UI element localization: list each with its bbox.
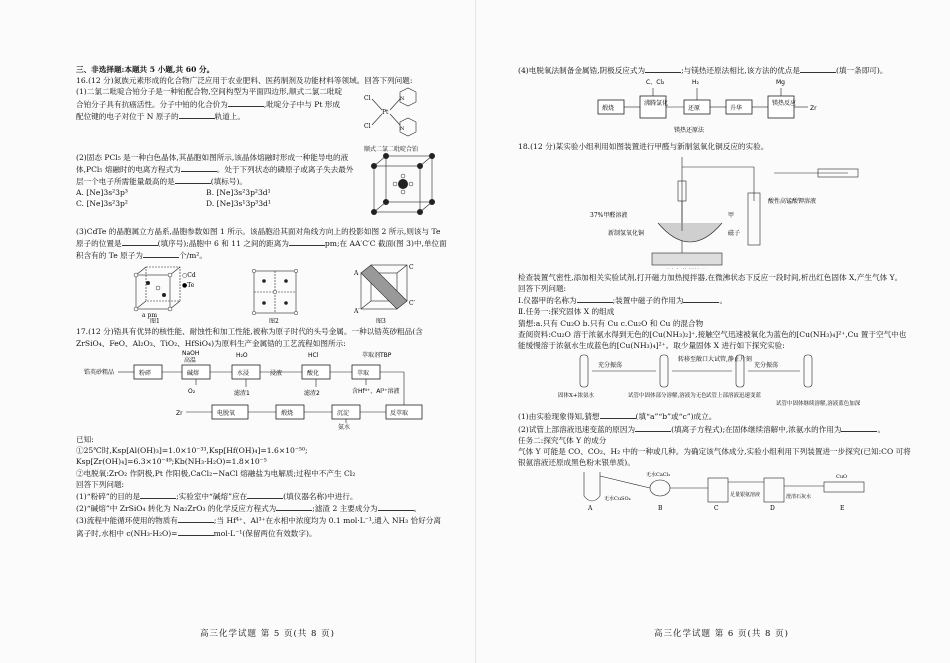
answer-blank	[577, 294, 613, 303]
q18-i: Ⅰ.仪器甲的名称为	[518, 296, 577, 306]
leachate: 浸液	[270, 369, 283, 377]
answer-blank	[178, 527, 214, 536]
option-b: B. [Ne]3s²3p²3d¹	[206, 188, 271, 198]
q18-apparatus	[518, 153, 912, 269]
legend-te: ●Te	[182, 282, 195, 290]
answer-blank	[175, 175, 211, 184]
q16-p3: (3)CdTe 的晶胞属立方晶系,晶胞参数如图 1 所示。该晶胞沿其面对角线方向上的投影如图 2 所示,则该与 Te 原子的位置是	[76, 226, 441, 248]
flow-grind: 粉碎	[139, 369, 152, 377]
q16-intro: 16.(12 分)氮族元素形成的化合物广泛应用于农业肥料、医药制剂及功能材料等领域。回答下列问题:	[76, 76, 413, 86]
svg-text:C: C	[409, 264, 414, 272]
q18-ii: Ⅱ.任务一:探究固体 X 的组成	[518, 307, 615, 317]
q16-part1	[76, 86, 448, 154]
answer-blank	[140, 490, 176, 499]
q18-intro: 18.(12 分)某实验小组利用如图装置进行甲醛与新制氢氧化铜反应的实验。	[518, 142, 769, 152]
answer-blank	[841, 423, 877, 432]
q16-p1c: 轨道上。	[214, 111, 245, 121]
app-a: A	[588, 505, 593, 513]
label-formaldehyde: 37%甲醛溶液	[590, 211, 628, 219]
q17-answer-prompt: 回答下列问题:	[76, 479, 125, 489]
q17-4: (4)电脱氧法制备金属锆,阴极反应式为	[518, 66, 646, 75]
q17-4c: (填一条即可)。	[835, 66, 888, 75]
flow-alkali: 碱熔	[187, 369, 200, 377]
svg-text:Pt: Pt	[382, 109, 389, 117]
q17-a1c: (填仪器名称)中进行。	[283, 492, 358, 502]
known-1b: Ksp[Zr(OH)₄]=6.3×10⁻⁴⁹;Kb(NH₃·H₂O)=1.8×10⁻⁵	[76, 457, 267, 467]
q17-intro: 17.(12 分)锆具有优异的核性能、耐蚀性和加工性能,被称为原子时代的头号金属。一种以锆英砂粗品(含 ZrSiO₄、FeO、Al₂O₃、TiO₂、HfSiO₄)为原料生产金属锆的工艺流程如图所示:	[76, 327, 423, 348]
svg-text:N: N	[400, 96, 405, 103]
svg-text:A: A	[354, 270, 359, 278]
exp-result-3: 试管中固体继续溶解,溶液蓝色加深	[776, 401, 861, 408]
app-silver-ammonia: 足量银氨溶液	[730, 492, 761, 499]
app-e: E	[840, 505, 845, 513]
answer-blank	[635, 423, 671, 432]
q17-a2c: 。	[413, 504, 422, 514]
mg-reaction: 镁热反应	[772, 100, 797, 108]
left-footer: 高三化学试题 第 5 页(共 8 页)	[200, 629, 335, 639]
residue-2: 滤渣2	[304, 389, 320, 397]
q17-a1b: ;实验室中“碱熔”应在	[176, 492, 248, 502]
q18-ib: ;装置中磁子的作用为	[612, 296, 684, 306]
mg-reduction-flow	[518, 76, 912, 138]
answer-blank	[143, 249, 179, 258]
q16-p2b: 。处于下列状态的磷原子或离子失去最外层一个电子所需能量最高的是	[76, 164, 354, 187]
option-a: A. [Ne]3s²3p³	[76, 188, 128, 198]
reagent-high-temp: 高温	[184, 356, 197, 364]
q16-p1b: ,吡啶分子中与 Pt 形成配位键的电子对位于 N 原子的	[76, 99, 341, 121]
answer-blank	[247, 490, 283, 499]
q16-p3c: pm;在 AA′C′C 截面(图 3)中,单位面积含有的 Te 原子为	[76, 238, 447, 261]
q17-a2: (2)“碱熔”中 ZrSiO₄ 转化为 Na₂ZrO₃ 的化学反应方程式为	[76, 504, 277, 514]
app-cuo: CuO	[836, 474, 848, 481]
mg-reduce: 还原	[688, 105, 701, 113]
cdte-figures	[76, 261, 448, 323]
q18-ic: 。	[719, 296, 728, 306]
label-stir-bar: 磁子	[728, 229, 741, 237]
q18-guess: 猜想:a.只有 Cu₂O b.只有 Cu c.Cu₂O 和 Cu 的混合物	[518, 318, 704, 328]
pcl5-cell-figure	[356, 152, 448, 224]
svg-text:A′: A′	[354, 308, 360, 316]
answer-blank	[122, 237, 158, 246]
app-b: B	[658, 505, 663, 513]
svg-text:Cl: Cl	[364, 95, 371, 103]
q16-part2	[76, 152, 448, 224]
legend-cd: ○Cd	[182, 272, 196, 280]
reagent-naoh: NaOH	[182, 349, 200, 357]
q16-p3d: 个/m²。	[178, 251, 207, 261]
q18-iii-p: 气体 Y 可能是 CO、CO₂、H₂ 中的一种或几种。为确定该气体成分,实验小组利用下列装置进一步探究(已知:CO 可将银氨溶液还原成黑色粉末银单质)。	[518, 447, 911, 468]
q18-iii: 任务二:探究气体 Y 的成分	[518, 435, 607, 445]
q18-experiment	[518, 351, 912, 407]
flow-zr: Zr	[176, 409, 183, 417]
q18-gas-apparatus	[518, 468, 912, 512]
mg-caption: 镁热还原法	[674, 127, 705, 135]
app-limewater: 澄清石灰水	[786, 494, 812, 501]
answer-blank	[800, 64, 836, 73]
q17-a3c: mol·L⁻¹(保留两位有效数字)。	[213, 528, 317, 538]
q18-r2c: 。	[877, 424, 886, 434]
q17-a3: (3)流程中能循环使用的物质有	[76, 516, 178, 526]
mg-reagent-h2: H₂	[692, 79, 699, 87]
reagent-ammonia: 氨水	[338, 423, 351, 431]
q18-r2b: (填离子方程式);在固体继续溶解中,浓氨水的作用为	[671, 424, 842, 434]
answer-blank	[178, 514, 214, 523]
mg-zr: Zr	[810, 105, 817, 113]
figure-1-label: 图1	[150, 318, 160, 324]
label-cuoh2: 新制氢氧化铜	[608, 229, 645, 237]
q16-p2c: (填标号)。	[210, 177, 248, 187]
flow-raw: 锆英砂粗品	[84, 368, 115, 376]
figure-2-label: 图2	[269, 318, 279, 324]
apm-label: a pm	[142, 312, 158, 320]
label-kmno4: 酸性高锰酸钾溶液	[768, 197, 817, 205]
answer-blank	[276, 502, 312, 511]
app-d: D	[770, 505, 775, 513]
app-c: C	[714, 505, 719, 513]
answer-blank	[179, 110, 215, 119]
flow-extract: 萃取	[357, 369, 370, 377]
right-footer: 高三化学试题 第 6 页(共 8 页)	[654, 629, 789, 639]
label-stirrer	[664, 268, 706, 269]
hf-al-solution: 含Hf⁴⁺、Al³⁺溶液	[352, 387, 400, 395]
answer-blank	[645, 64, 681, 73]
answer-blank	[289, 237, 325, 246]
right-column	[518, 64, 912, 516]
mg-reagent-mg: Mg	[776, 79, 785, 87]
exp-transfer: 转移至敞口大试管,静止片刻	[678, 356, 752, 364]
answer-blank	[228, 98, 264, 107]
figure-3-label: 图3	[376, 318, 386, 324]
known-2: ②电脱氧:ZrO₂ 作阴极,Pt 作阳极,CaCl₂−NaCl 熔融盐为电解质;过程中不产生 Cl₂	[76, 468, 356, 478]
figure-3	[361, 265, 407, 309]
right-page	[475, 0, 950, 663]
reagent-tbp: 萃取剂TBP	[362, 351, 392, 359]
q18-p1: 检查装置气密性,添加相关实验试剂,打开磁力加热搅拌器,在微沸状态下反应一段时间,析出红色固体 X,产生气体 Y。	[518, 272, 903, 282]
flow-water: 水浸	[237, 369, 250, 377]
pt-figure-caption: 顺式二氯二吡啶合铂	[364, 146, 419, 154]
section-title: 三、非选择题:本题共 5 小题,共 60 分。	[76, 65, 215, 74]
reagent-hcl: HCl	[308, 351, 319, 359]
q17-a1: (1)“粉碎”的目的是	[76, 492, 141, 502]
pt-complex-structure	[344, 86, 448, 146]
q18-answer-prompt: 回答下列问题:	[518, 284, 567, 294]
mg-sublime: 升华	[730, 105, 743, 113]
exp-solid-ammonia: 固体X+浓氨水	[558, 393, 595, 400]
q18-r1b: (填“a”“b”或“c”)成立。	[635, 412, 717, 422]
option-c: C. [Ne]3s²3p²	[76, 199, 128, 209]
mg-calcine: 煅烧	[602, 105, 615, 113]
residue-1: 滤渣1	[234, 389, 250, 397]
q18-r2: (2)试管上部溶液迅速变蓝的原因为	[518, 424, 636, 434]
q16-p3b: (填序号);晶胞中 6 和 11 之间的距离为	[157, 238, 289, 248]
q18-r1: (1)由实验现象得知,猜想	[518, 412, 600, 422]
flow-precipitate: 沉淀	[337, 409, 350, 417]
answer-blank	[600, 410, 636, 419]
svg-text:N: N	[400, 126, 405, 133]
option-d: D. [Ne]3s¹3p³3d¹	[206, 199, 271, 209]
reagent-o2: O₂	[188, 387, 196, 395]
known-title: 已知:	[76, 435, 94, 445]
flow-acid: 酸化	[307, 369, 320, 377]
zr-process-flow	[76, 349, 448, 431]
exp-result-2: 试管上部溶液迅速变蓝	[706, 393, 762, 400]
answer-blank	[181, 163, 217, 172]
q16-p2: (2)固态 PCl₅ 是一种白色晶体,其晶胞如图所示,该晶体熔融时形成一种能导电的液体,PCl₅ 熔融时的电离方程式为	[76, 152, 349, 174]
svg-text:C′: C′	[409, 300, 415, 308]
reagent-h2o: H₂O	[236, 351, 248, 359]
q16-p1: (1)二氯二吡啶合铂分子是一种铂配合物,空间构型为平面四边形,顺式二氯二吡啶合铂分子具有抗癌活性。分子中铂的化合价为	[76, 87, 343, 109]
flow-deox: 电脱氧	[217, 409, 236, 417]
app-cuso4: 无水CuSO₄	[604, 496, 631, 503]
known-1: ①25℃时,Ksp[Al(OH)₃]=1.0×10⁻³³,Ksp[Hf(OH)₄]=1.6×10⁻⁵⁰;	[76, 446, 308, 456]
flow-back-extract: 反萃取	[390, 409, 409, 417]
svg-text:Cl: Cl	[364, 123, 371, 131]
exp-shake-2: 充分振荡	[754, 362, 779, 370]
app-cacl2: 无水CaCl₂	[646, 472, 671, 479]
answer-blank	[683, 294, 719, 303]
q18-info: 查阅资料:Cu₂O 溶于浓氨水得到无色的[Cu(NH₃)₂]⁺,接触空气迅速被氧化为蓝色的[Cu(NH₃)₄]²⁺,Cu 置于空气中也能缓慢溶于浓氨水生成蓝色的[Cu(NH₃)₄]²⁺。取少量固体 X 进行如下探究实验:	[518, 329, 907, 351]
options-row-1	[76, 187, 356, 198]
q17-4b: ;与镁热还原法相比,该方法的优点是	[681, 66, 800, 75]
q17-a3b: ;当 Hf⁴⁺、Al³⁺在水相中浓度均为 0.1 mol·L⁻¹,通入 NH₃ 恰好分离离子时,水相中 c(NH₃·H₂O)=	[76, 516, 441, 538]
mg-reagent-c-cl2: C、Cl₂	[646, 79, 665, 87]
exp-shake-1: 充分振荡	[598, 362, 623, 370]
mg-boil-chlorinate: 沸腾氯化	[644, 100, 669, 108]
options-row-2	[76, 198, 356, 209]
label-jia: 甲	[728, 211, 735, 219]
answer-blank	[378, 502, 414, 511]
left-column	[76, 64, 448, 539]
q17-a2b: ;滤渣 2 主要成分为	[312, 504, 378, 514]
pt-complex-figure	[344, 86, 448, 154]
exp-result-1: 试管中固体部分溶解,溶液为无色	[628, 393, 707, 400]
flow-calcine: 煅烧	[281, 409, 294, 417]
